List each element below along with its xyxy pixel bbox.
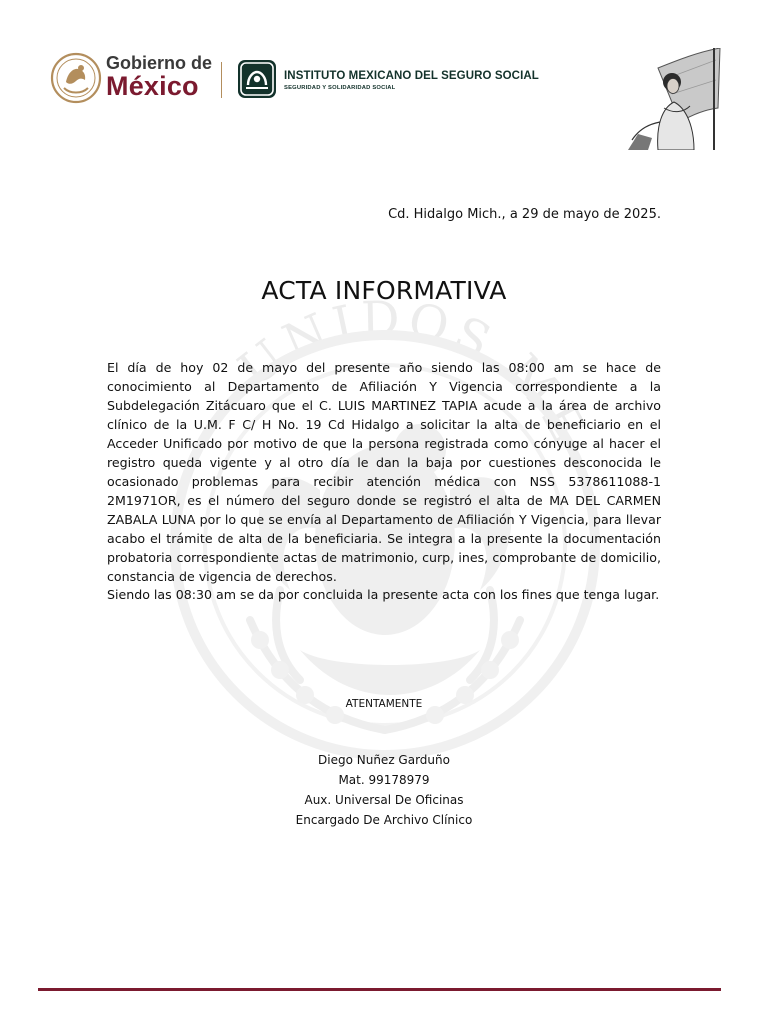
body-paragraph: El día de hoy 02 de mayo del presente año siendo las 08:00 am se hace de conocimiento al Departamento de Afiliación Y Vigencia correspondiente a la Subdelegación Zitácuaro que el C. LUIS MARTINEZ TAPIA acude a la área de archivo clínico de la U.M. F C/ H No. 19 Cd Hidalgo a solicitar la alta de beneficiario en el Acceder Unificado por motivo de que la persona registrada como cónyuge al hacer el registro queda vigente y al otro día le dan la baja por cuestiones desconocida le ocasionado problemas para recibir atención médica con NSS 5378611088-1 2M1971OR, es el número del seguro donde se registró el alta de MA DEL CARMEN ZABALA LUNA por lo que se envía al Departamento de Afiliación Y Vigencia, para llevar acabo el trámite de alta de la beneficiaria. Se integra a la presente la documentación probatoria correspondiente actas de matrimonio, curp, ines, comprobante de domicilio, constancia de vigencia de derechos. xyxy=(107,360,661,584)
national-seal-icon xyxy=(50,52,102,104)
imss-name: INSTITUTO MEXICANO DEL SEGURO SOCIAL xyxy=(284,70,539,82)
closing-paragraph: Siendo las 08:30 am se da por concluida la presente acta con los fines que tenga lugar. xyxy=(107,587,660,602)
document-title: ACTA INFORMATIVA xyxy=(261,276,507,305)
footer-rule xyxy=(38,988,721,991)
date-line: Cd. Hidalgo Mich., a 29 de mayo de 2025. xyxy=(388,207,661,222)
signer-position: Aux. Universal De Oficinas xyxy=(304,793,464,807)
signer-role: Encargado De Archivo Clínico xyxy=(295,813,473,827)
salutation: ATENTAMENTE xyxy=(345,698,423,710)
gobierno-line2: México xyxy=(106,71,199,101)
gobierno-line1: Gobierno de xyxy=(106,53,213,73)
imss-logo-icon xyxy=(237,59,277,99)
heroine-flag-illustration-icon xyxy=(628,48,722,150)
watermark-text: UNIDOS ME xyxy=(228,290,600,457)
imss-subtitle: SEGURIDAD Y SOLIDARIDAD SOCIAL xyxy=(284,85,396,91)
signer-name: Diego Nuñez Garduño xyxy=(318,753,450,767)
signer-matricula: Mat. 99178979 xyxy=(338,773,430,787)
header-divider xyxy=(221,62,222,98)
gobierno-wordmark xyxy=(106,54,212,100)
letterhead xyxy=(50,48,722,153)
